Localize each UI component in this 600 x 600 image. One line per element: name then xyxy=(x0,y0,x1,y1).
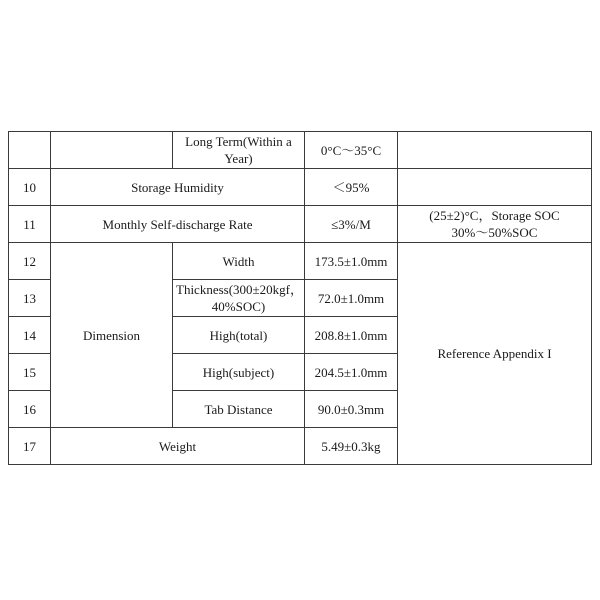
table-row xyxy=(9,243,592,280)
value-cell: 208.8±1.0mm xyxy=(305,317,398,354)
row-number-cell: 17 xyxy=(9,428,51,465)
row-number-cell: 14 xyxy=(9,317,51,354)
remark-cell xyxy=(398,206,592,243)
row-number-cell: 16 xyxy=(9,391,51,428)
value-cell: 173.5±1.0mm xyxy=(305,243,398,280)
row-number-cell: 13 xyxy=(9,280,51,317)
item-cell xyxy=(173,280,305,317)
row-number-cell: 11 xyxy=(9,206,51,243)
value-cell: 72.0±1.0mm xyxy=(305,280,398,317)
dimension-label-cell: Dimension xyxy=(51,243,173,428)
row-number-cell: 15 xyxy=(9,354,51,391)
value-cell: ＜95% xyxy=(305,169,398,206)
item-cell: Width xyxy=(173,243,305,280)
item-cell: High(total) xyxy=(173,317,305,354)
item-line: Thickness(300±20kgf， xyxy=(176,282,304,297)
value-cell: ≤3%/M xyxy=(305,206,398,243)
row-number-cell: 12 xyxy=(9,243,51,280)
row-number-cell xyxy=(9,132,51,169)
row-number-cell: 10 xyxy=(9,169,51,206)
value-cell: 90.0±0.3mm xyxy=(305,391,398,428)
remark-line: (25±2)°C，Storage SOC xyxy=(429,208,560,223)
dimension-remark-cell: Reference Appendix I xyxy=(398,243,592,465)
value-cell: 5.49±0.3kg xyxy=(305,428,398,465)
item-cell: Long Term(Within a Year) xyxy=(173,132,305,169)
table-row xyxy=(9,132,592,169)
item-cell: Weight xyxy=(51,428,305,465)
specification-table xyxy=(8,131,592,465)
item-cell: Monthly Self-discharge Rate xyxy=(51,206,305,243)
item-cell: Tab Distance xyxy=(173,391,305,428)
remark-cell xyxy=(398,132,592,169)
item-line: 40%SOC) xyxy=(211,299,266,314)
empty-cell xyxy=(51,132,173,169)
value-cell: 0°C～35°C xyxy=(305,132,398,169)
item-cell: Storage Humidity xyxy=(51,169,305,206)
table-row xyxy=(9,206,592,243)
remark-line: 30%～50%SOC xyxy=(451,225,538,240)
table-row xyxy=(9,169,592,206)
value-cell: 204.5±1.0mm xyxy=(305,354,398,391)
remark-cell xyxy=(398,169,592,206)
item-cell: High(subject) xyxy=(173,354,305,391)
